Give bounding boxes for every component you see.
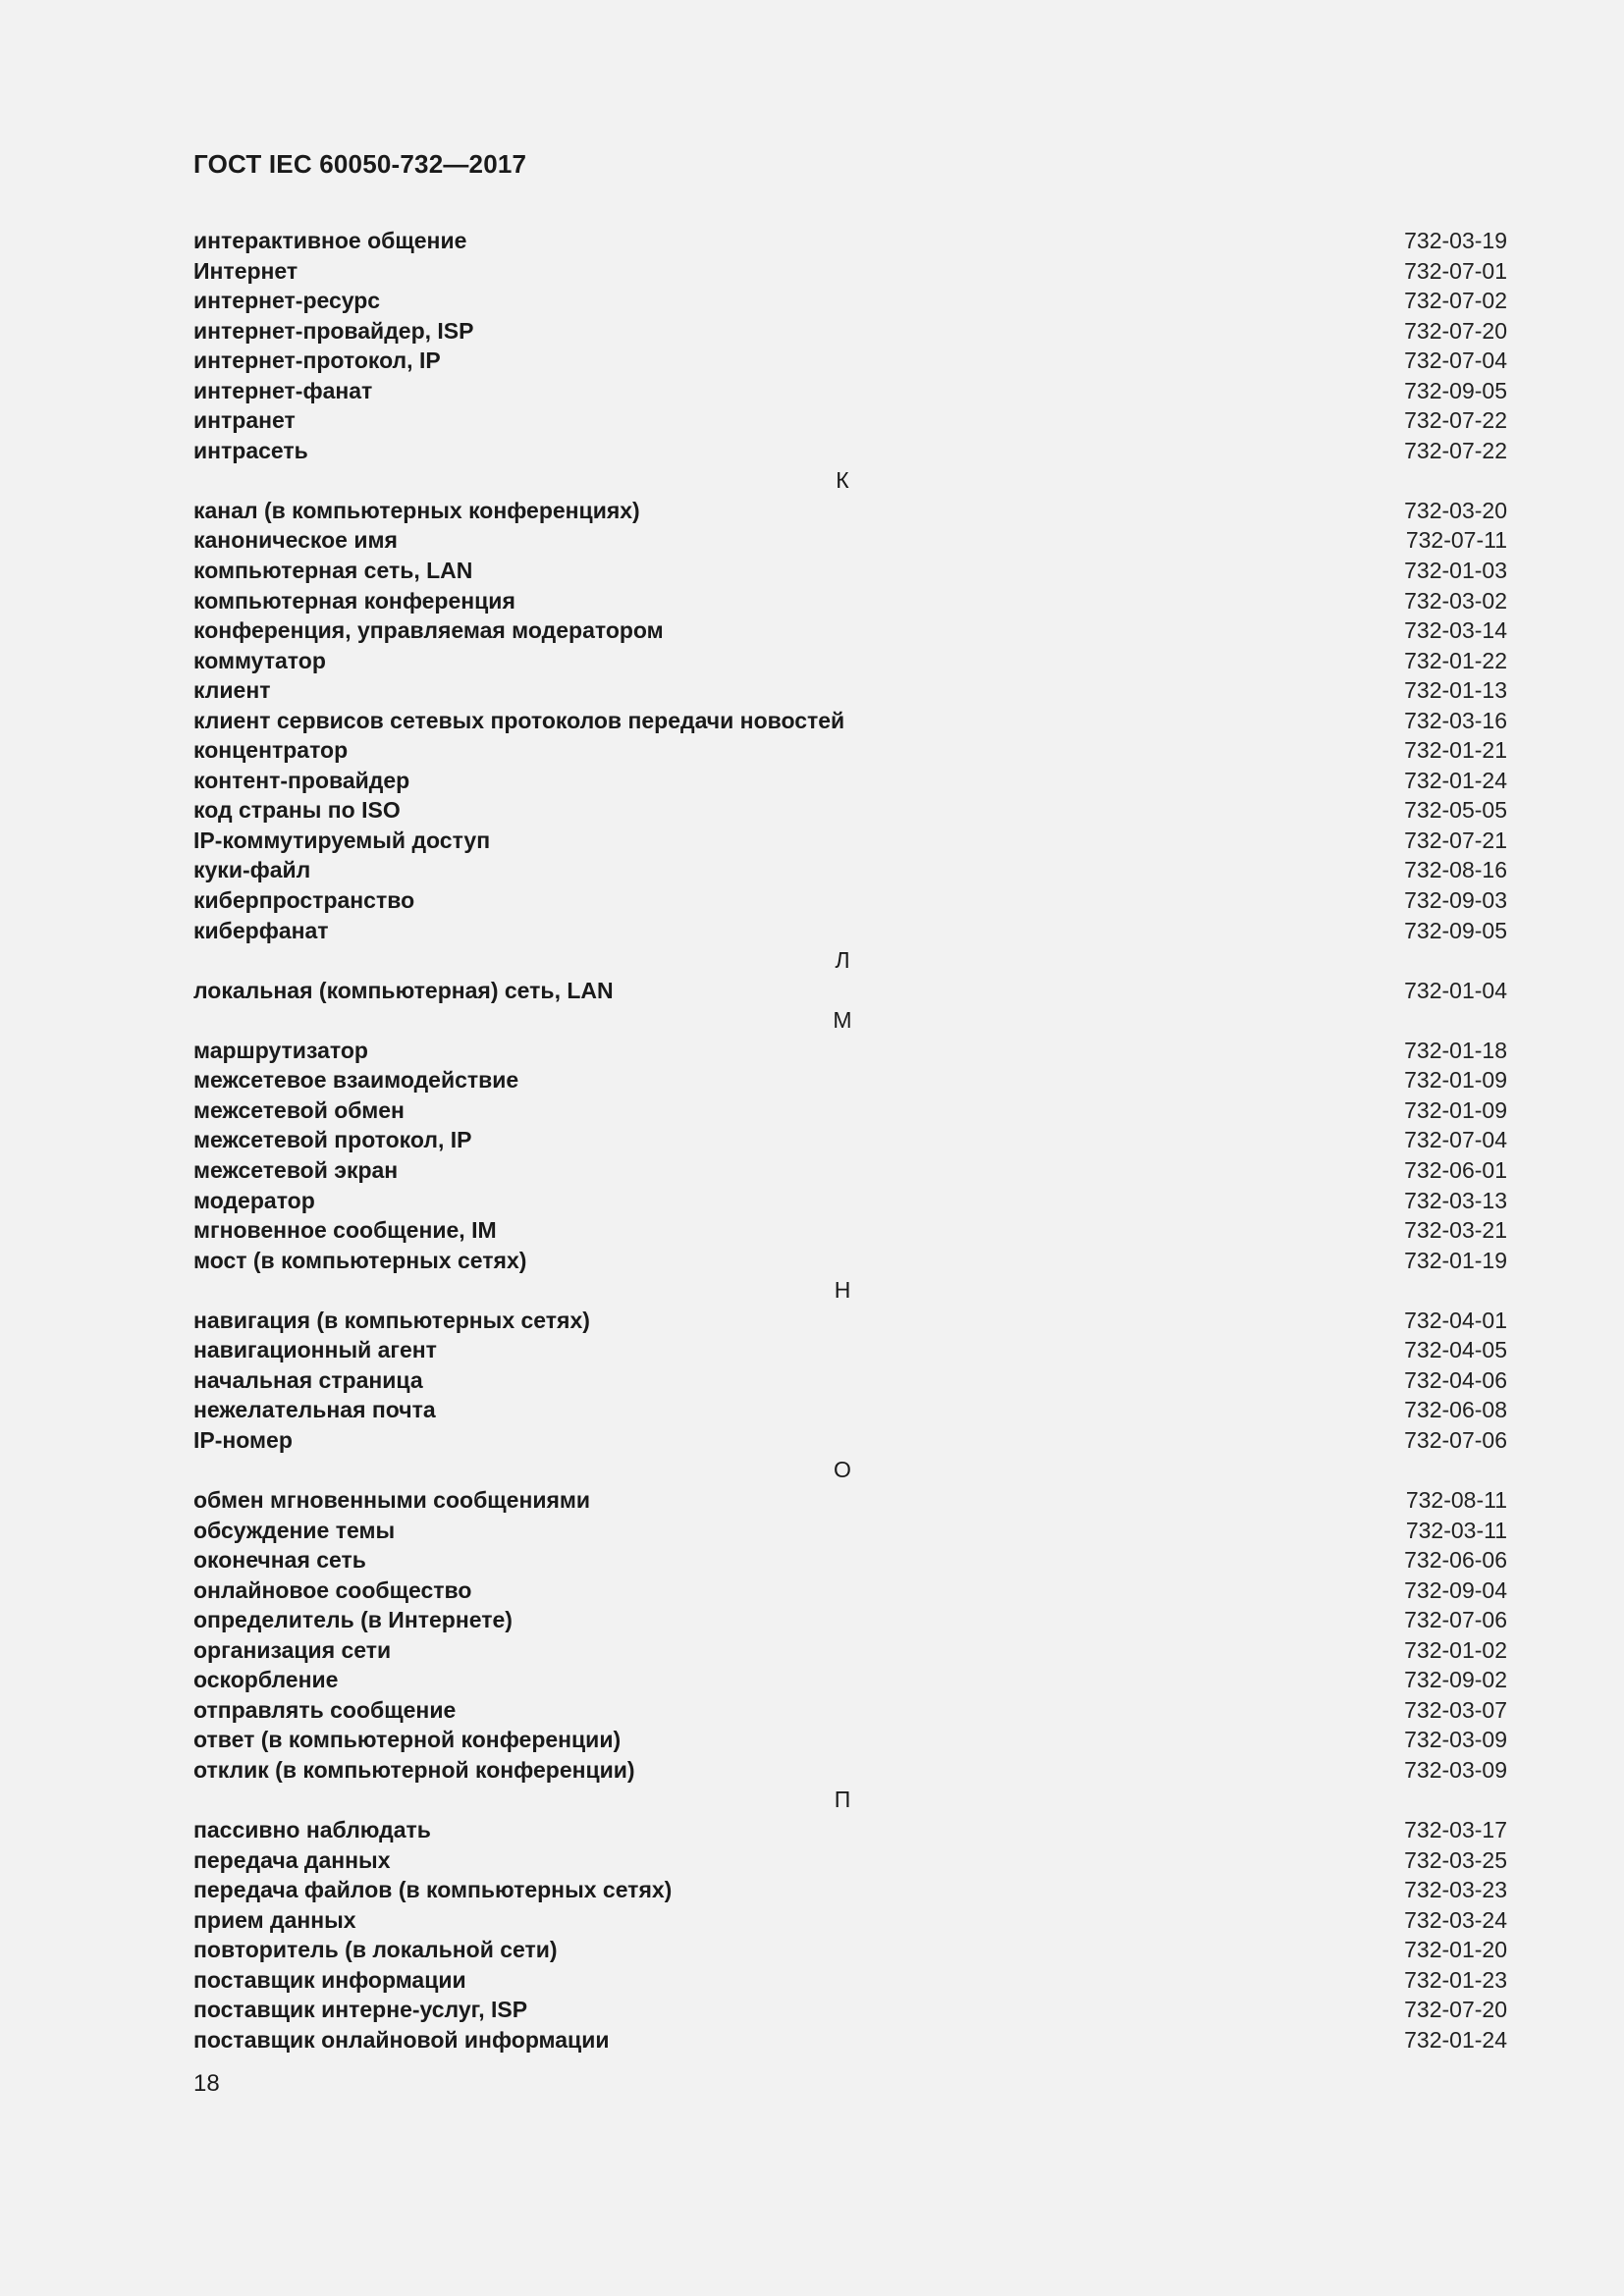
index-entry [193, 496, 1507, 526]
index-code: 732-04-05 [1404, 1337, 1507, 1363]
index-entry [193, 436, 1507, 466]
index-entry [193, 706, 1507, 736]
index-code: 732-01-09 [1404, 1096, 1507, 1123]
index-entry [193, 1965, 1507, 1996]
index-term: киберпространство [193, 887, 415, 914]
index-code: 732-06-01 [1404, 1156, 1507, 1183]
index-term: IP-коммутируемый доступ [193, 827, 491, 853]
index-term: навигация (в компьютерных сетях) [193, 1307, 590, 1333]
index-term: код страны по ISO [193, 797, 401, 824]
index-code: 732-03-24 [1404, 1906, 1507, 1933]
index-entry [193, 615, 1507, 646]
index-term: интернет-фанат [193, 377, 373, 403]
index-code: 732-07-20 [1404, 1997, 1507, 2023]
index-term: межсетевой экран [193, 1156, 399, 1183]
index-entry [193, 885, 1507, 916]
index-entry [193, 1065, 1507, 1095]
section-letter-text: М [833, 1007, 852, 1034]
index-entry [193, 316, 1507, 347]
index-term: модератор [193, 1187, 315, 1213]
index-code: 732-04-06 [1404, 1366, 1507, 1393]
index-entry [193, 1365, 1507, 1396]
index-entry [193, 376, 1507, 406]
index-term: концентратор [193, 737, 349, 764]
index-term: прием данных [193, 1906, 356, 1933]
section-letter-row [193, 1455, 1507, 1485]
section-letter-text: О [834, 1457, 851, 1483]
index-code: 732-07-22 [1404, 407, 1507, 434]
page-number: 18 [193, 2070, 220, 2097]
index-entry [193, 556, 1507, 586]
index-term: коммутатор [193, 647, 326, 673]
index-term: поставщик информации [193, 1966, 466, 1993]
index-term: поставщик онлайновой информации [193, 2026, 610, 2053]
index-entry [193, 586, 1507, 616]
index-term: канал (в компьютерных конференциях) [193, 497, 640, 523]
index-term: мост (в компьютерных сетях) [193, 1247, 527, 1273]
index-term: интернет-провайдер, ISP [193, 317, 474, 344]
index-term: нежелательная почта [193, 1397, 436, 1423]
index-code: 732-01-23 [1404, 1966, 1507, 1993]
index-term: интрасеть [193, 437, 308, 463]
index-term: интерактивное общение [193, 228, 467, 253]
index-term: интернет-ресурс [193, 288, 381, 314]
index-entry [193, 855, 1507, 885]
index-code: 732-09-03 [1404, 887, 1507, 914]
index-term: передача данных [193, 1846, 391, 1873]
index-code: 732-09-02 [1404, 1667, 1507, 1693]
index-entry [193, 735, 1507, 766]
index-term: интранет [193, 407, 296, 434]
index-code: 732-04-01 [1404, 1307, 1507, 1333]
index-code: 732-03-09 [1404, 1756, 1507, 1783]
index-code: 732-07-11 [1405, 527, 1507, 554]
index-code: 732-03-17 [1404, 1816, 1507, 1842]
index-code: 732-01-22 [1404, 647, 1507, 673]
index-code: 732-07-04 [1404, 1127, 1507, 1153]
index-code: 732-01-24 [1404, 2026, 1507, 2053]
index-entry [193, 675, 1507, 706]
index-code: 732-03-09 [1404, 1727, 1507, 1753]
index-code: 732-09-05 [1404, 377, 1507, 403]
index-entry [193, 346, 1507, 376]
index-term: клиент сервисов сетевых протоколов передачи новостей [193, 707, 845, 733]
index-code: 732-07-06 [1404, 1426, 1507, 1453]
section-letter-row [193, 1005, 1507, 1036]
index-code: 732-07-21 [1404, 827, 1507, 853]
term-index [193, 226, 1507, 2055]
index-term: межсетевое взаимодействие [193, 1067, 519, 1094]
index-code: 732-03-21 [1404, 1217, 1507, 1244]
index-entry [193, 1995, 1507, 2025]
index-entry [193, 1155, 1507, 1186]
index-entry [193, 1215, 1507, 1246]
index-code: 732-03-13 [1404, 1187, 1507, 1213]
index-entry [193, 1545, 1507, 1575]
index-entry [193, 525, 1507, 556]
index-term: киберфанат [193, 917, 329, 943]
index-term: оскорбление [193, 1667, 339, 1693]
section-letter-text: Л [835, 947, 850, 974]
index-entry [193, 1695, 1507, 1726]
index-code: 732-03-02 [1404, 587, 1507, 614]
index-entry [193, 1575, 1507, 1606]
index-entry [193, 1725, 1507, 1755]
index-term: куки-файл [193, 857, 311, 883]
index-entry [193, 1905, 1507, 1936]
section-letter-text: Н [834, 1277, 851, 1304]
index-term: клиент [193, 677, 271, 704]
index-code: 732-01-02 [1404, 1636, 1507, 1663]
index-term: Интернет [193, 257, 298, 284]
index-term: компьютерная сеть, LAN [193, 558, 473, 584]
index-entry [193, 766, 1507, 796]
index-term: навигационный агент [193, 1337, 437, 1363]
index-term: маршрутизатор [193, 1037, 368, 1063]
index-entry [193, 1335, 1507, 1365]
index-term: компьютерная конференция [193, 587, 515, 614]
index-term: конференция, управляемая модератором [193, 617, 664, 644]
index-code: 732-03-07 [1404, 1696, 1507, 1723]
index-code: 732-06-08 [1404, 1397, 1507, 1423]
index-term: межсетевой обмен [193, 1096, 405, 1123]
index-term: передача файлов (в компьютерных сетях) [193, 1877, 673, 1903]
index-term: отклик (в компьютерной конференции) [193, 1756, 635, 1783]
index-term: начальная страница [193, 1366, 423, 1393]
index-code: 732-09-05 [1404, 917, 1507, 943]
index-code: 732-09-04 [1404, 1576, 1507, 1603]
index-code: 732-01-18 [1404, 1037, 1507, 1063]
index-term: каноническое имя [193, 527, 398, 554]
index-code: 732-07-20 [1404, 317, 1507, 344]
index-code: 732-06-06 [1404, 1547, 1507, 1574]
index-entry [193, 1665, 1507, 1695]
index-term: организация сети [193, 1636, 392, 1663]
index-entry [193, 1605, 1507, 1635]
index-entry [193, 1125, 1507, 1155]
index-entry [193, 646, 1507, 676]
index-term: оконечная сеть [193, 1547, 366, 1574]
index-term: контент-провайдер [193, 767, 410, 793]
index-code: 732-07-06 [1404, 1607, 1507, 1633]
section-letter-row [193, 945, 1507, 976]
index-code: 732-03-14 [1404, 617, 1507, 644]
index-term: пассивно наблюдать [193, 1816, 431, 1842]
index-code: 732-01-21 [1404, 737, 1507, 764]
index-entry [193, 286, 1507, 316]
index-entry [193, 256, 1507, 287]
index-entry [193, 1755, 1507, 1786]
index-entry [193, 1246, 1507, 1276]
document-header: ГОСТ IEC 60050-732—2017 [193, 149, 527, 179]
index-code: 732-08-11 [1405, 1486, 1507, 1513]
index-term: локальная (компьютерная) сеть, LAN [193, 977, 614, 1003]
index-entry [193, 1516, 1507, 1546]
index-code: 732-01-19 [1404, 1247, 1507, 1273]
index-term: ответ (в компьютерной конференции) [193, 1727, 622, 1753]
index-entry [193, 1036, 1507, 1066]
section-letter-text: П [834, 1787, 851, 1813]
section-letter-row [193, 1785, 1507, 1815]
index-entry [193, 1635, 1507, 1666]
index-entry [193, 1815, 1507, 1845]
index-code: 732-01-04 [1404, 977, 1507, 1003]
index-code: 732-03-19 [1404, 228, 1507, 253]
index-code: 732-03-16 [1404, 707, 1507, 733]
index-code: 732-03-25 [1404, 1846, 1507, 1873]
section-letter-row [193, 1275, 1507, 1306]
index-entry [193, 1875, 1507, 1905]
index-entry [193, 795, 1507, 826]
index-code: 732-03-20 [1404, 497, 1507, 523]
index-entry [193, 1395, 1507, 1425]
index-term: обсуждение темы [193, 1517, 396, 1543]
index-code: 732-05-05 [1404, 797, 1507, 824]
index-entry [193, 916, 1507, 946]
index-entry [193, 976, 1507, 1006]
index-term: IP-номер [193, 1426, 293, 1453]
index-entry [193, 826, 1507, 856]
index-code: 732-01-13 [1404, 677, 1507, 704]
section-letter-row [193, 465, 1507, 496]
index-entry [193, 1845, 1507, 1876]
index-code: 732-07-01 [1404, 257, 1507, 284]
index-term: обмен мгновенными сообщениями [193, 1486, 591, 1513]
index-term: повторитель (в локальной сети) [193, 1937, 558, 1963]
index-code: 732-01-20 [1404, 1937, 1507, 1963]
index-term: онлайновое сообщество [193, 1576, 472, 1603]
index-entry [193, 1485, 1507, 1516]
section-letter-text: К [836, 467, 849, 494]
index-code: 732-08-16 [1404, 857, 1507, 883]
index-code: 732-01-03 [1404, 558, 1507, 584]
index-term: отправлять сообщение [193, 1696, 457, 1723]
index-term: определитель (в Интернете) [193, 1607, 513, 1633]
index-entry [193, 2025, 1507, 2056]
index-code: 732-07-22 [1404, 437, 1507, 463]
index-code: 732-01-09 [1404, 1067, 1507, 1094]
index-code: 732-07-04 [1404, 347, 1507, 374]
index-code: 732-07-02 [1404, 288, 1507, 314]
index-code: 732-03-11 [1405, 1517, 1507, 1543]
index-entry [193, 1186, 1507, 1216]
index-entry [193, 226, 1507, 256]
index-code: 732-01-24 [1404, 767, 1507, 793]
index-entry [193, 405, 1507, 436]
index-term: мгновенное сообщение, IM [193, 1217, 497, 1244]
index-term: интернет-протокол, IP [193, 347, 441, 374]
index-entry [193, 1306, 1507, 1336]
index-entry [193, 1095, 1507, 1126]
index-entry [193, 1935, 1507, 1965]
index-term: межсетевой протокол, IP [193, 1127, 472, 1153]
index-code: 732-03-23 [1404, 1877, 1507, 1903]
index-term: поставщик интерне-услуг, ISP [193, 1997, 528, 2023]
index-entry [193, 1425, 1507, 1456]
